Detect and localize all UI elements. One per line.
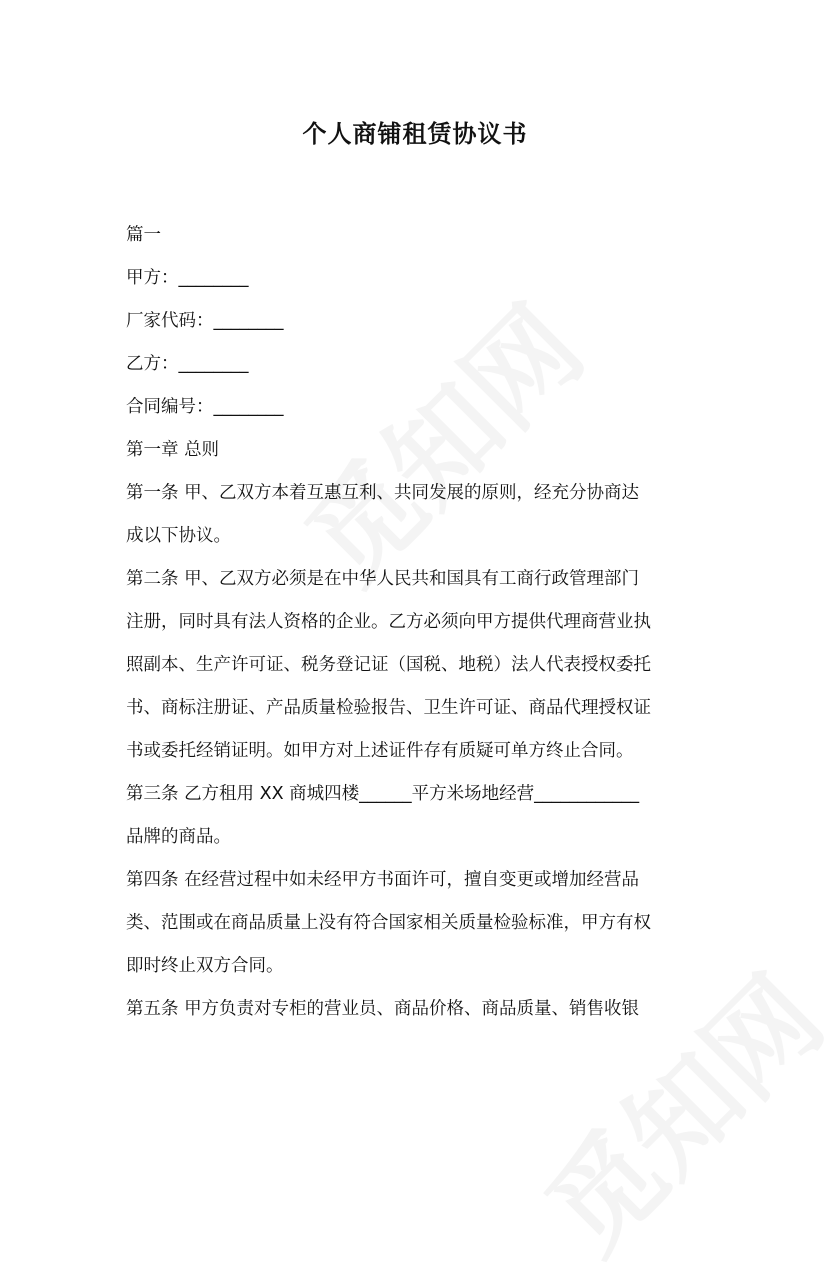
paragraph-line: 品牌的商品。 [126, 827, 231, 847]
paragraph-line: 第三条 乙方租用 XX 商城四楼______平方米场地经营____________ [126, 784, 640, 804]
chapter-heading: 第一章 总则 [126, 440, 220, 460]
paragraph-line: 第四条 在经营过程中如未经甲方书面许可，擅自变更或增加经营品 [126, 870, 640, 890]
party-a-field: 甲方：________ [126, 268, 249, 288]
paragraph-line: 注册，同时具有法人资格的企业。乙方必须向甲方提供代理商营业执 [126, 612, 651, 632]
party-b-field: 乙方：________ [126, 354, 249, 374]
section-heading: 篇一 [126, 225, 161, 245]
paragraph-line: 即时终止双方合同。 [126, 956, 284, 976]
paragraph-line: 书或委托经销证明。如甲方对上述证件存有质疑可单方终止合同。 [126, 741, 634, 761]
document-body [126, 214, 711, 1031]
paragraph-line: 成以下协议。 [126, 526, 231, 546]
contract-number-field: 合同编号：________ [126, 397, 284, 417]
paragraph-line: 第一条 甲、乙双方本着互惠互利、共同发展的原则，经充分协商达 [126, 483, 640, 503]
document-title: 个人商铺租赁协议书 [302, 120, 528, 148]
manufacturer-code-field: 厂家代码：________ [126, 311, 284, 331]
paragraph-line: 第五条 甲方负责对专柜的营业员、商品价格、商品质量、销售收银 [126, 999, 640, 1019]
paragraph-line: 书、商标注册证、产品质量检验报告、卫生许可证、商品代理授权证 [126, 698, 651, 718]
paragraph-line: 照副本、生产许可证、税务登记证（国税、地税）法人代表授权委托 [126, 655, 651, 675]
paragraph-line: 类、范围或在商品质量上没有符合国家相关质量检验标准，甲方有权 [126, 913, 651, 933]
paragraph-line: 第二条 甲、乙双方必须是在中华人民共和国具有工商行政管理部门 [126, 569, 640, 589]
